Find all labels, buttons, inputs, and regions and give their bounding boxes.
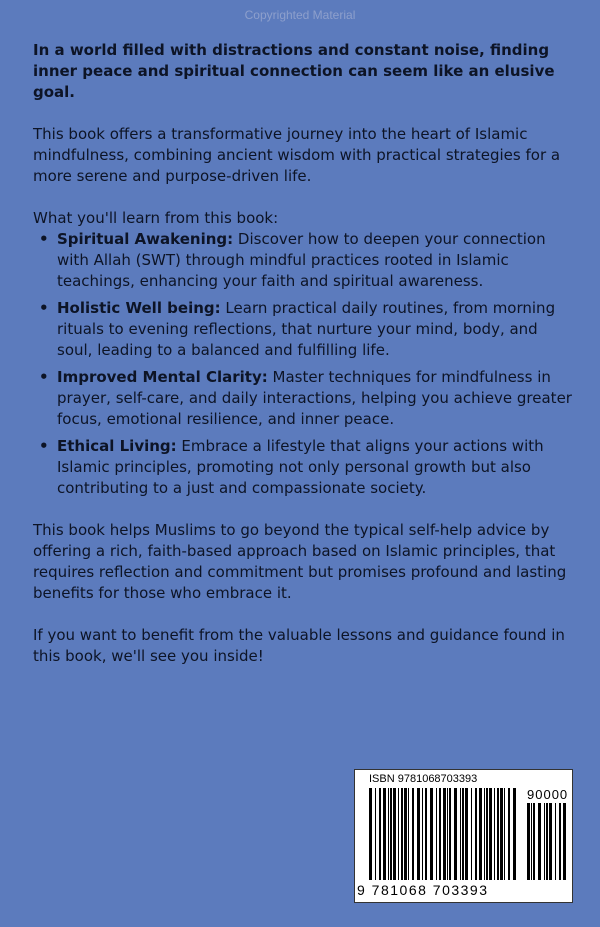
- list-item-text: Discover how to deepen your connection with Allah (SWT) through mindful practices rooted in Islamic teachings, enhancing your faith and spiritual awareness.: [57, 230, 546, 290]
- list-item-term: Spiritual Awakening:: [57, 230, 234, 248]
- intro-paragraph: In a world filled with distractions and constant noise, finding inner peace and spiritual connection can seem like an elusive goal.: [33, 41, 555, 101]
- isbn-barcode: [354, 769, 573, 903]
- list-item: [57, 367, 573, 430]
- list-item-term: Holistic Well being:: [57, 299, 221, 317]
- list-item: [57, 298, 573, 361]
- learn-list: [33, 229, 573, 499]
- learn-heading: What you'll learn from this book:: [33, 209, 279, 227]
- benefits-paragraph: This book helps Muslims to go beyond the typical self-help advice by offering a rich, faith-based approach based on Islamic principles, that requires reflection and commitment but promises profound and lasting benefits for those who embrace it.: [33, 521, 567, 602]
- list-item: [57, 229, 573, 292]
- price-code: 90000: [527, 787, 569, 802]
- isbn-label: ISBN 9781068703393: [369, 773, 478, 785]
- list-item-term: Improved Mental Clarity:: [57, 368, 268, 386]
- list-item-term: Ethical Living:: [57, 437, 177, 455]
- list-item-text: Master techniques for mindfulness in prayer, self-care, and daily interactions, helping you achieve greater focus, emotional resilience, and inner peace.: [57, 368, 572, 428]
- list-item-text: Embrace a lifestyle that aligns your actions with Islamic principles, promoting not only personal growth but also contributing to a just and compassionate society.: [57, 437, 544, 497]
- back-cover-text: [33, 40, 573, 688]
- list-item: [57, 436, 573, 499]
- list-item-text: Learn practical daily routines, from morning rituals to evening reflections, that nurture your mind, body, and soul, leading to a balanced and fulfilling life.: [57, 299, 556, 359]
- description-paragraph: This book offers a transformative journey into the heart of Islamic mindfulness, combining ancient wisdom with practical strategies for a more serene and purpose-driven life.: [33, 125, 561, 185]
- copyright-watermark: Copyrighted Material: [244, 8, 356, 22]
- closing-paragraph: If you want to benefit from the valuable lessons and guidance found in this book, we'll see you inside!: [33, 626, 565, 665]
- ean-digits: 9 781068 703393: [357, 882, 489, 898]
